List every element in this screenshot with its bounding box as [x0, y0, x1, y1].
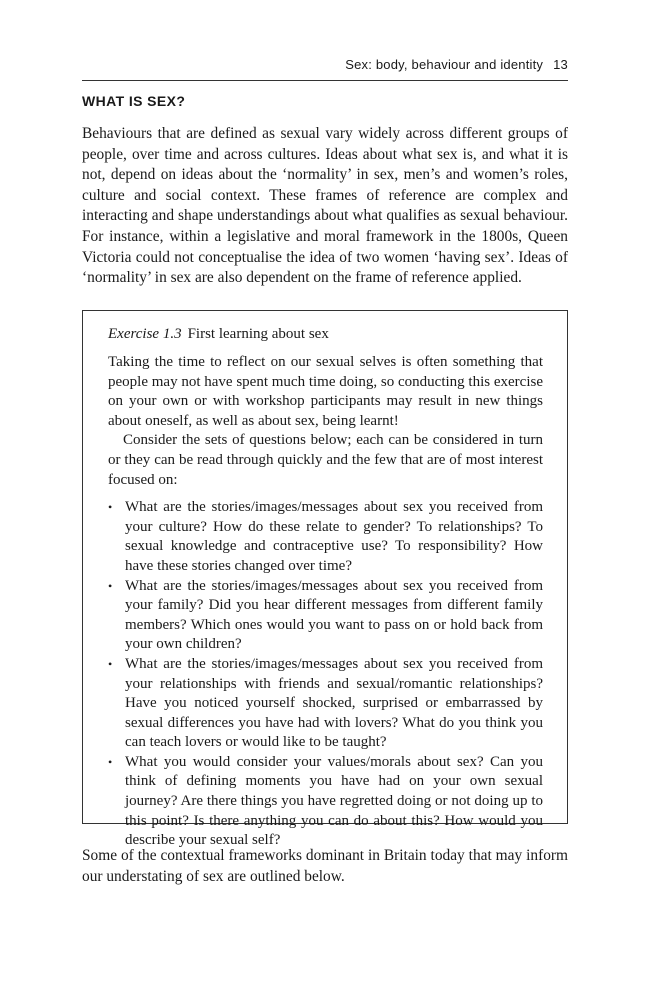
list-item	[108, 753, 543, 851]
header-rule	[82, 80, 568, 81]
section-heading: WHAT IS SEX?	[82, 93, 186, 109]
intro-paragraph: Behaviours that are defined as sexual vary widely across different groups of people, over time and across cultures. Ideas about what sex is, and what it is not, depend on ideas about the ‘normality’ in sex, men’s and women’s roles, culture and social context. These frames of reference are complex and interacting and shape understandings about what qualifies as sexual behaviour. For instance, within a legislative and moral framework in the 1800s, Queen Victoria could not conceptualise the idea of two women ‘having sex’. Ideas of ‘normality’ in sex are also dependent on the frame of reference applied.	[82, 125, 568, 287]
bullet-icon: •	[108, 500, 113, 515]
running-head-title: Sex: body, behaviour and identity	[345, 57, 544, 72]
list-item	[108, 498, 543, 576]
question-text: What are the stories/images/messages about sex you received from your relationships with friends and sexual/romantic relationships? Have you noticed yourself shocked, surprised or embarrassed by sexual differences you have had with lovers? What do you think you can teach lovers or would like to be taught?	[125, 655, 543, 751]
closing-paragraph: Some of the contextual frameworks dominant in Britain today that may inform our understating of sex are outlined below.	[82, 847, 568, 885]
question-list	[108, 498, 543, 851]
exercise-paragraph-1: Taking the time to reflect on our sexual selves is often something that people may not have spent much time doing, so conducting this exercise on your own or with workshop participants may result in new things about oneself, as well as about sex, being learnt!	[108, 354, 543, 429]
question-text: What are the stories/images/messages about sex you received from your culture? How do these relate to gender? To relationships? To sexual knowledge and contraceptive use? To responsibility? How have these stories changed over time?	[125, 499, 543, 574]
question-text: What you would consider your values/morals about sex? Can you think of defining moments you have had on your own sexual journey? Are there things you have regretted doing or not doing up to this point? Is there anything you can do about this? How would you describe your sexual self?	[125, 753, 543, 849]
bullet-icon: •	[108, 656, 113, 671]
exercise-title-text: First learning about sex	[187, 326, 329, 342]
page-number: 13	[553, 57, 568, 72]
exercise-number: Exercise 1.3	[108, 326, 182, 342]
list-item	[108, 577, 543, 655]
bullet-icon: •	[108, 754, 113, 769]
exercise-title	[108, 324, 543, 344]
exercise-paragraph-2: Consider the sets of questions below; each can be considered in turn or they can be read through quickly and the few that are of most interest focused on:	[108, 432, 543, 488]
running-head	[345, 57, 568, 72]
exercise-box	[82, 310, 568, 849]
list-item	[108, 655, 543, 753]
question-text: What are the stories/images/messages about sex you received from your family? Did you hear different messages from different family members? Which ones would you want to pass on or hold back from your own children?	[125, 577, 543, 653]
bullet-icon: •	[108, 578, 113, 593]
